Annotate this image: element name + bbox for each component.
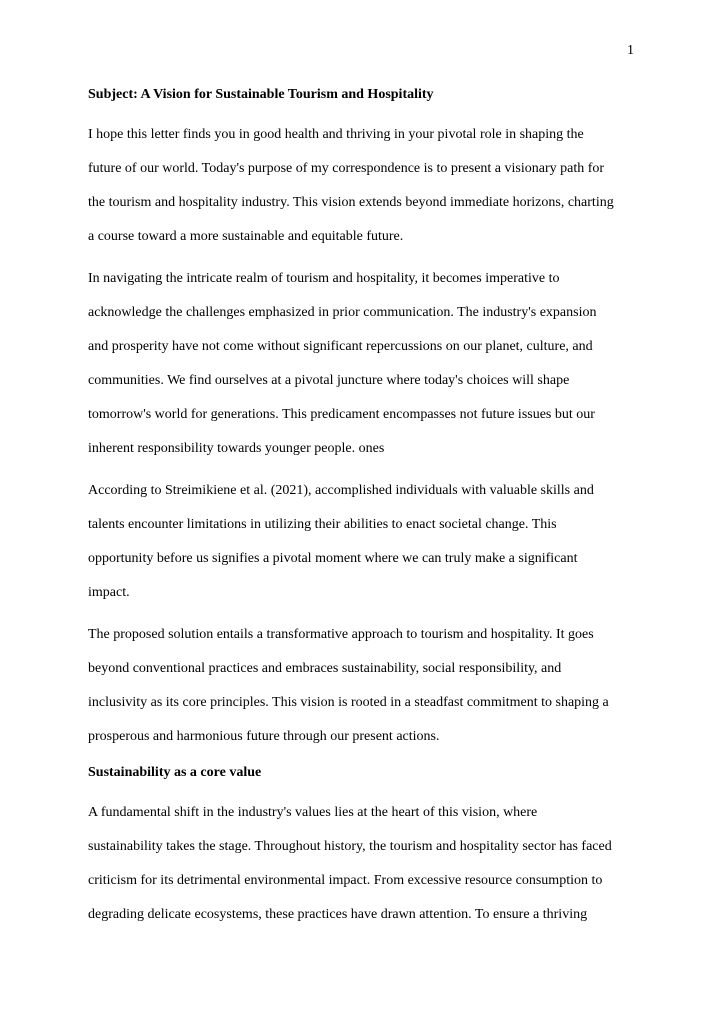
text-line: criticism for its detrimental environmental impact. From excessive resource consumption to (88, 873, 603, 888)
text-line: acknowledge the challenges emphasized in prior communication. The industry's expansion (88, 305, 597, 320)
text-line: future of our world. Today's purpose of my correspondence is to present a visionary path for (88, 161, 605, 176)
text-line: degrading delicate ecosystems, these practices have drawn attention. To ensure a thriving (88, 907, 588, 922)
text-line: prosperous and harmonious future through our present actions. (88, 729, 440, 744)
text-line: a course toward a more sustainable and equitable future. (88, 229, 404, 244)
subject-heading: Subject: A Vision for Sustainable Tourism and Hospitality (88, 87, 434, 102)
text-line: sustainability takes the stage. Throughout history, the tourism and hospitality sector has faced (88, 839, 612, 854)
text-line: In navigating the intricate realm of tourism and hospitality, it becomes imperative to (88, 271, 560, 286)
text-line: According to Streimikiene et al. (2021), accomplished individuals with valuable skills and (88, 483, 594, 498)
text-line: impact. (88, 585, 130, 600)
paragraph-sustainability (88, 796, 640, 932)
text-line: tomorrow's world for generations. This predicament encompasses not future issues but our (88, 407, 595, 422)
paragraph-challenges (88, 262, 640, 466)
text-line: and prosperity have not come without significant repercussions on our planet, culture, and (88, 339, 593, 354)
text-line: inclusivity as its core principles. This vision is rooted in a steadfast commitment to shaping a (88, 695, 609, 710)
text-line: The proposed solution entails a transformative approach to tourism and hospitality. It goes (88, 627, 594, 642)
page-number: 1 (627, 43, 634, 58)
text-line: A fundamental shift in the industry's values lies at the heart of this vision, where (88, 805, 538, 820)
paragraph-solution (88, 618, 640, 754)
section-heading: Sustainability as a core value (88, 765, 262, 780)
text-line: beyond conventional practices and embraces sustainability, social responsibility, and (88, 661, 562, 676)
document-body (88, 84, 640, 932)
text-line: the tourism and hospitality industry. This vision extends beyond immediate horizons, charting (88, 195, 614, 210)
paragraph-intro (88, 118, 640, 254)
text-line: opportunity before us signifies a pivotal moment where we can truly make a significant (88, 551, 578, 566)
text-line: I hope this letter finds you in good health and thriving in your pivotal role in shaping the (88, 127, 584, 142)
text-line: talents encounter limitations in utilizing their abilities to enact societal change. This (88, 517, 557, 532)
paragraph-citation (88, 474, 640, 610)
text-line: communities. We find ourselves at a pivotal juncture where today's choices will shape (88, 373, 570, 388)
text-line: inherent responsibility towards younger people. ones (88, 441, 385, 456)
